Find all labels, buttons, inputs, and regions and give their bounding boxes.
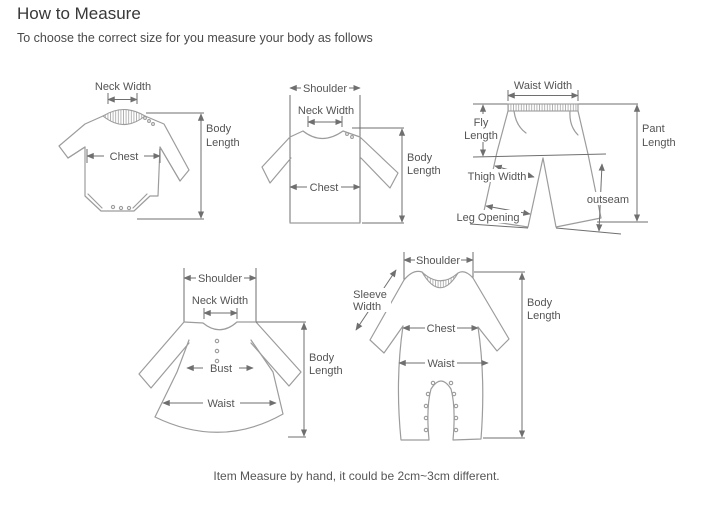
bodysuit-crotch-snap	[119, 206, 122, 209]
tshirt-shoulder-label: Shoulder	[302, 83, 348, 95]
bodysuit-diagram	[59, 81, 240, 219]
dress-button	[215, 339, 218, 342]
dress-shoulder-label: Shoulder	[197, 273, 243, 285]
bodysuit-body-length-label: Body	[206, 123, 232, 135]
pants-right-pocket	[570, 111, 578, 135]
romper-body-length-label: Body	[527, 297, 553, 309]
pants-pant-length-label: Pant	[642, 123, 665, 135]
romper-snap	[431, 381, 434, 384]
pants-waist-width-label: Waist Width	[513, 80, 573, 92]
romper-snap	[454, 404, 457, 407]
bodysuit-crotch-snap	[111, 205, 114, 208]
romper-collar	[422, 272, 458, 288]
bodysuit-shoulder-button	[152, 123, 155, 126]
pants-fly-length-label: Length	[464, 130, 498, 142]
measure-note: Item Measure by hand, it could be 2cm~3cm different.	[213, 469, 500, 483]
tshirt-neck-button	[351, 136, 354, 139]
dress-waist-label: Waist	[207, 398, 235, 410]
tshirt-chest-label: Chest	[309, 182, 339, 194]
romper-chest-label: Chest	[426, 323, 456, 335]
romper-snap	[454, 428, 457, 431]
dress-right-sleeve	[251, 322, 301, 386]
romper-snap	[449, 381, 452, 384]
bodysuit-collar	[103, 110, 145, 125]
pants-left-pocket	[514, 111, 526, 133]
romper-body-length-label: Length	[527, 310, 561, 322]
bodysuit-crotch-snap	[127, 206, 130, 209]
pants-outseam-label: outseam	[586, 194, 630, 206]
dress-body-length-label: Length	[309, 365, 343, 377]
bodysuit-neck-width-label: Neck Width	[94, 81, 152, 93]
extension-line	[556, 228, 621, 234]
romper-snap	[424, 416, 427, 419]
dress-button	[215, 349, 218, 352]
tshirt-left-sleeve	[262, 137, 291, 183]
romper-snap	[452, 392, 455, 395]
romper-right-sleeve	[473, 278, 509, 351]
romper-shoulder-label: Shoulder	[415, 255, 461, 267]
romper-waist-label: Waist	[427, 358, 455, 370]
dress-body-length-label: Body	[309, 352, 335, 364]
romper-snap	[424, 404, 427, 407]
romper-diagram	[351, 252, 561, 440]
pants-fly-length-label: Fly	[473, 117, 489, 129]
pants-thigh-width-label: Thigh Width	[467, 171, 527, 183]
pants-pant-length-label: Length	[642, 137, 676, 149]
dress-left-sleeve	[139, 322, 189, 388]
tshirt-body-length-label: Length	[407, 165, 441, 177]
tshirt-body-length-label: Body	[407, 152, 433, 164]
extension-line	[473, 154, 606, 157]
romper-snap	[454, 416, 457, 419]
bodysuit-body-length-label: Length	[206, 137, 240, 149]
tshirt-neck-button	[346, 133, 349, 136]
dress-neck-width-label: Neck Width	[191, 295, 249, 307]
pants-diagram	[455, 80, 676, 234]
bodysuit-shoulder-button	[148, 120, 151, 123]
tshirt-diagram	[262, 83, 441, 223]
tshirt-outline	[290, 131, 360, 223]
romper-snap	[424, 428, 427, 431]
romper-snap	[426, 392, 429, 395]
dress-bust-label: Bust	[209, 363, 233, 375]
pants-waistband	[508, 104, 578, 111]
page-title: How to Measure	[17, 4, 141, 23]
tshirt-right-sleeve	[360, 137, 398, 188]
dress-outline	[155, 322, 283, 432]
bodysuit-shoulder-button	[144, 117, 147, 120]
romper-sleeve-width-label: Sleeve	[353, 289, 387, 301]
romper-outline	[399, 271, 483, 440]
page-subtitle: To choose the correct size for you measure your body as follows	[17, 31, 373, 45]
pants-leg-opening-label: Leg Opening	[456, 212, 520, 224]
tshirt-neck-width-label: Neck Width	[297, 105, 355, 117]
dress-diagram	[139, 268, 343, 437]
romper-sleeve-width-label: Width	[352, 301, 382, 313]
bodysuit-chest-label: Chest	[109, 151, 139, 163]
